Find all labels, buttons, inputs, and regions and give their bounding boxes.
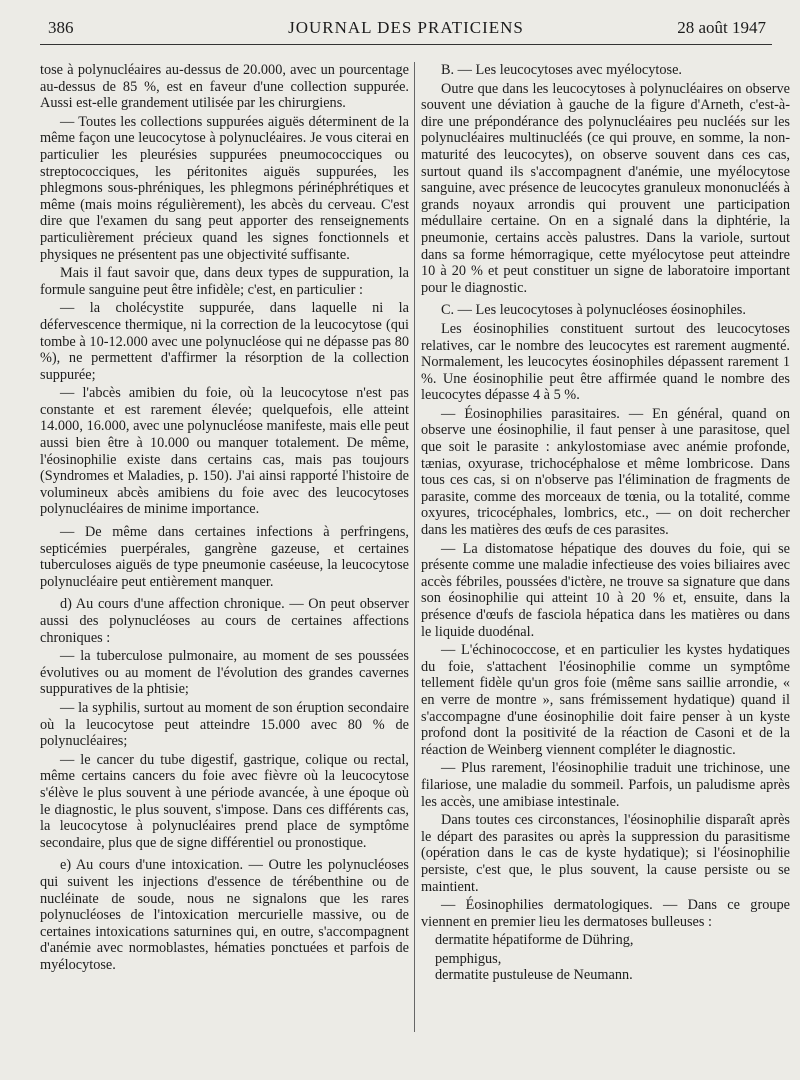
page-number: 386 bbox=[48, 18, 74, 37]
section-heading: C. — Les leucocytoses à polynucléoses éosinophiles. bbox=[441, 302, 746, 319]
paragraph: Outre que dans les leucocytoses à polynucléaires on observe souvent une déviation à gauche de la figure d'Arneth, c'est-à-dire une prépondérance des polynucléaires peu nucléés sur les polynucléaires multinucléés (ce qui prouve, en somme, la non-maturité des leucocytes), on observe souvent dans ces cas, surtout quand ils s'accompagnent d'anémie, une myélocytose sanguine, avec présence de leucocytes granuleux mononucléés à grands noyaux arrondis qui prouvent une participation médullaire certaine. On en a signalé dans la diphtérie, la pneumonie, certains accès palustres. Dans la variole, surtout dans sa forme hémorragique, cette myélocytose peut atteindre 10 à 20 % et peut constituer un signe de laboratoire important pour le diagnostic. bbox=[421, 80, 790, 296]
page-header bbox=[40, 16, 772, 45]
paragraph: — l'abcès amibien du foie, où la leucocytose n'est pas constante et est rarement élevée; quelquefois, elle atteint 14.000, 16.000, avec une polynucléose manifeste, mais elle peut aussi bien être à 10.000 ou manquer totalement. De même, l'éosinophilie existe dans certains cas, mais pas toujours (Syndromes et Maladies, p. 150). J'ai ainsi rapporté l'histoire de volumineux abcès amibiens du foie avec des leucocytoses polynucléaires de minime importance. bbox=[40, 385, 409, 518]
paragraph: — L'échinococcose, et en particulier les kystes hydatiques du foie, s'attachent l'éosinophilie comme un symptôme tellement fidèle qu'un gros foie (même sans saillie arrondie, « en verre de montre », sans frémissement hydatique) quand il s'accompagne d'une éosinophilie doit faire penser à un kyste profond dont la positivité de la réaction de Casoni et de la réaction de Weinberg viennent compléter le diagnostic. bbox=[421, 642, 790, 758]
list-item: dermatite pustuleuse de Neumann. bbox=[435, 967, 633, 984]
paragraph: — De même dans certaines infections à perfringens, septicémies puerpérales, gangrène gazeuse, et certaines tuberculoses aiguës de type pneumonie caséeuse, la leucocytose polynucléaire peut entièrement manquer. bbox=[40, 524, 409, 590]
paragraph: Dans toutes ces circonstances, l'éosinophilie disparaît après le départ des parasites ou après la suppression du parasitisme (opération dans le cas de kyste hydatique); si l'éosinophilie persiste, c'est que, le plus souvent, la cause persiste ou se maintient. bbox=[421, 812, 790, 895]
journal-title: JOURNAL DES PRATICIENS bbox=[288, 18, 524, 37]
list-item: dermatite hépatiforme de Dühring, bbox=[435, 932, 634, 949]
section-heading-paragraph: d) Au cours d'une affection chronique. — On peut observer aussi des polynucléoses au cours de certaines affections chroniques : bbox=[40, 596, 409, 646]
left-column bbox=[40, 62, 409, 975]
list-item: pemphigus, bbox=[435, 950, 502, 967]
paragraph: — la syphilis, surtout au moment de son éruption secondaire où la leucocytose peut atteindre 15.000 avec 80 % de polynucléaires; bbox=[40, 699, 409, 750]
paragraph: — La distomatose hépatique des douves du foie, qui se présente comme une maladie infectieuse des voies biliaires avec accès fébriles, poussées d'ictère, ne trouve sa signature que dans son éosinophilie qui atteint 10 à 20 % et, ensuite, dans la présence d'œufs de fasciola hépatica dans les matières ou dans le liquide duodénal. bbox=[421, 540, 790, 640]
paragraph: Mais il faut savoir que, dans deux types de suppuration, la formule sanguine peut être infidèle; c'est, en particulier : bbox=[40, 265, 409, 298]
issue-date: 28 août 1947 bbox=[677, 18, 766, 37]
paragraph: — Éosinophilies parasitaires. — En général, quand on observe une éosinophilie, il faut penser à une parasitose, quel que soit le parasite : ankylostomiase avec anémie profonde, tænias, oxyurase, trichocéphalose et même lombricose. Dans tous ces cas, si on n'observe pas l'élimination de fragments de parasite, comme des morceaux de tœnia, ou la totalité, comme oxyures, tricocéphales, lombrics, etc., — on doit rechercher dans les matières des œufs de ces parasites. bbox=[421, 405, 790, 539]
paragraph: tose à polynucléaires au-dessus de 20.000, avec un pourcentage au-dessus de 85 %, est en faveur d'une collection suppurée. Aussi est-elle grandement utilisée par les chirurgiens. bbox=[40, 62, 409, 112]
column-divider bbox=[414, 62, 415, 1032]
paragraph: — la tuberculose pulmonaire, au moment de ses poussées évolutives ou au moment de l'évolution des grandes cavernes suppuratives de la phtisie; bbox=[40, 648, 409, 698]
paragraph: — Éosinophilies dermatologiques. — Dans ce groupe viennent en premier lieu les dermatoses bulleuses : bbox=[421, 897, 790, 930]
paragraph: Les éosinophilies constituent surtout des leucocytoses relatives, car le nombre des leucocytes est rarement augmenté. Normalement, les leucocytes éosinophiles dépassent rarement 1 %. Une éosinophilie peut être affirmée quand le nombre des leucocytes dépasse 4 à 5 %. bbox=[421, 320, 790, 404]
section-heading: B. — Les leucocytoses avec myélocytose. bbox=[441, 62, 682, 78]
section-heading-paragraph: e) Au cours d'une intoxication. — Outre les polynucléoses qui suivent les injections d'essence de térébenthine ou de nucléinate de soude, nous ne signalons que les rares polynucléoses de l'intoxication mercurielle massive, ou de certaines intoxications saturnines qui, en outre, s'accompagnent d'anémie avec normoblastes, hématies ponctuées et parfois de myélocytose. bbox=[40, 857, 409, 973]
paragraph: — le cancer du tube digestif, gastrique, colique ou rectal, même certains cancers du foie avec fièvre où la leucocytose s'élève le plus souvent à une période avancée, à une époque où le diagnostic, le plus souvent, s'impose. Dans ces différents cas, la leucocytose à polynucléaires prend place de symptôme secondaire, plus que de signe différentiel ou pronostique. bbox=[40, 751, 409, 851]
paragraph: — la cholécystite suppurée, dans laquelle ni la défervescence thermique, ni la correction de la leucocytose (qui tombe à 10-12.000 avec une polynucléose qui ne dépasse pas 80 %), ne permettent d'affirmer la résorption de la collection suppurée; bbox=[40, 300, 409, 383]
right-column bbox=[421, 62, 790, 984]
paragraph: — Toutes les collections suppurées aiguës déterminent de la même façon une leucocytose à polynucléaires. Je vous citerai en particulier les pleurésies suppurées pneumococciques ou streptococciques, les péritonites aiguës suppurées, les phlegmons sous-phréniques, les phlegmons périnéphrétiques et même (mais moins régulièrement), les abcès du cerveau. C'est dire que l'examen du sang peut apporter des renseignements particulièrement précieux quand les signes fonctionnels et physiques ne présentent pas une objectivité suffisante. bbox=[40, 113, 409, 263]
paragraph: — Plus rarement, l'éosinophilie traduit une trichinose, une filariose, une maladie du sommeil. Parfois, un paludisme après les accès, une amibiase intestinale. bbox=[421, 760, 790, 810]
